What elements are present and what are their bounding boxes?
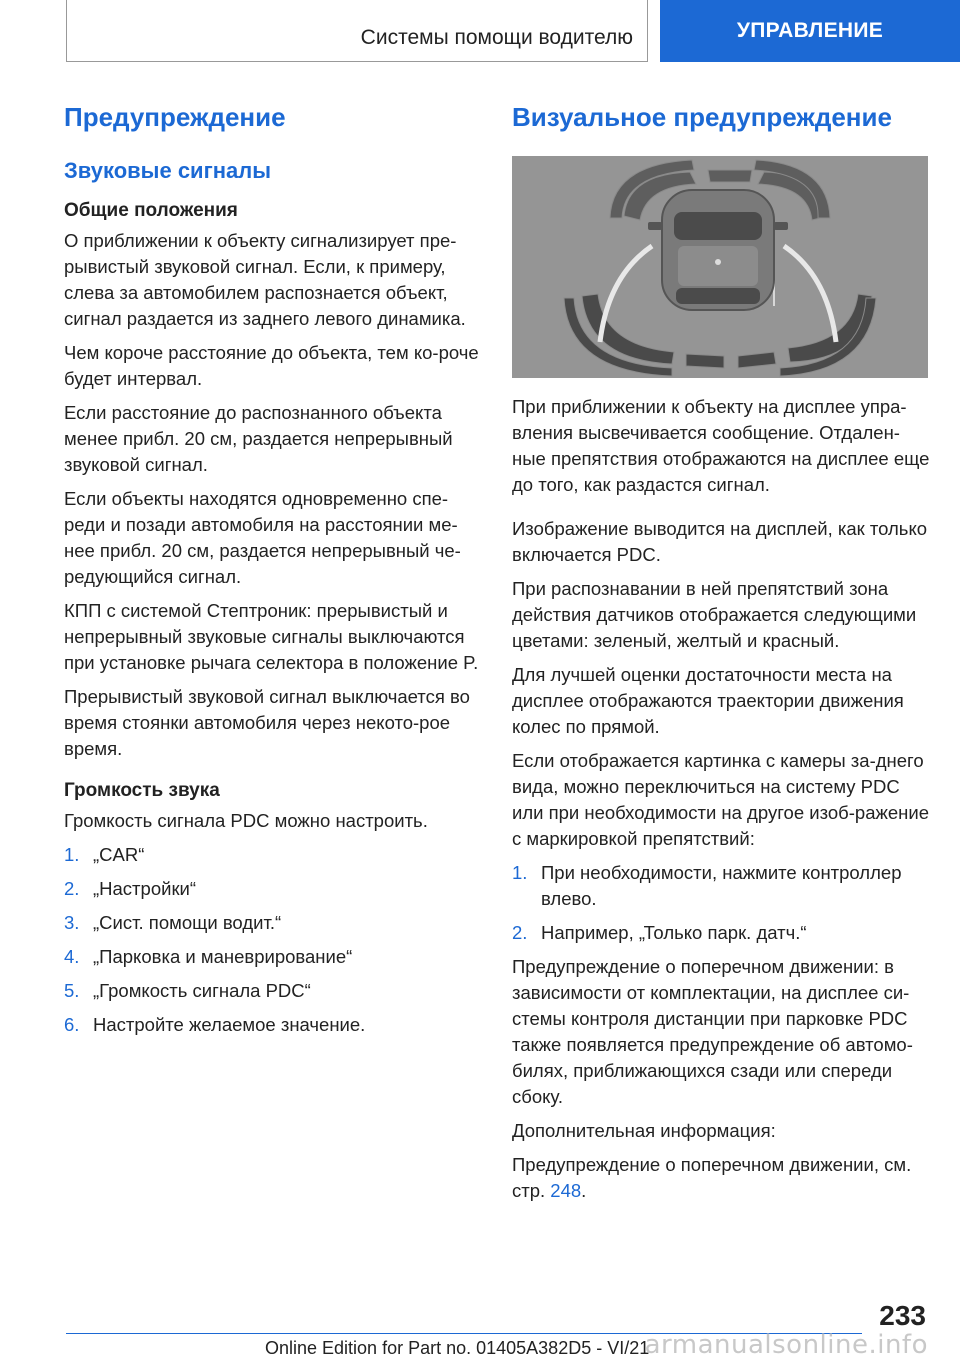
cross-reference-end: . (581, 1180, 587, 1201)
step-number: 1. (512, 862, 528, 883)
section-title-visual: Визуальное предупреждение (512, 102, 892, 132)
step-text: „Парковка и маневрирование“ (93, 946, 353, 967)
list-item (512, 860, 930, 912)
cross-reference-paragraph (512, 1152, 930, 1204)
paragraph: Чем короче расстояние до объекта, тем ко-роче будет интервал. (64, 342, 479, 389)
paragraph: О приближении к объекту сигнализирует пре-рывистый звуковой сигнал. Если, к примеру, слева за автомобилем распознается объект, сигнал раздается из заднего левого динамика. (64, 230, 466, 329)
list-item (64, 876, 482, 902)
paragraph: Для лучшей оценки достаточности места на дисплее отображаются траектории движения колес по прямой. (512, 664, 904, 737)
cross-reference-text: Предупреждение о поперечном движении, см. стр. (512, 1154, 912, 1201)
step-text: Настройте желаемое значение. (93, 1014, 366, 1035)
paragraph: Дополнительная информация: (512, 1120, 776, 1141)
step-text: При необходимости, нажмите контроллер влево. (541, 862, 902, 909)
step-text: „Сист. помощи водит.“ (93, 912, 282, 933)
list-item (64, 842, 482, 868)
step-text: „Настройки“ (93, 878, 197, 899)
paragraph: Громкость сигнала PDC можно настроить. (64, 810, 428, 831)
right-column (512, 100, 930, 1212)
watermark: armanualsonline.info (644, 1330, 928, 1360)
list-item (64, 910, 482, 936)
page-title: Предупреждение (64, 102, 286, 132)
page-number: 233 (879, 1300, 926, 1331)
header-chapter-tab: УПРАВЛЕНИЕ (660, 0, 960, 62)
footer-edition: Online Edition for Part no. 01405A382D5 - VI/21 (265, 1338, 650, 1358)
paragraph: При приближении к объекту на дисплее упра-вления высвечивается сообщение. Отдален-ные препятствия отображаются на дисплее еще до того, как раздастся сигнал. (512, 396, 930, 495)
paragraph: При распознавании в ней препятствий зона действия датчиков отображается следующими цветами: зеленый, желтый и красный. (512, 578, 917, 651)
paragraph: Если расстояние до распознанного объекта менее прибл. 20 см, раздается непрерывный звуковой сигнал. (64, 402, 453, 475)
list-item (512, 920, 930, 946)
step-number: 3. (64, 912, 80, 933)
step-number: 4. (64, 946, 80, 967)
step-text: „Громкость сигнала PDC“ (93, 980, 311, 1001)
paragraph: Если отображается картинка с камеры за-днего вида, можно переключиться на систему PDC или при необходимости на другое изоб-ражение с маркировкой препятствий: (512, 750, 929, 849)
header-frame (66, 0, 648, 62)
volume-steps-list (64, 842, 482, 1038)
step-number: 2. (512, 922, 528, 943)
list-item (64, 978, 482, 1004)
pdc-display-illustration (512, 156, 928, 378)
paragraph: КПП с системой Стептроник: прерывистый и непрерывный звуковые сигналы выключаются при установке рычага селектора в положение P. (64, 600, 479, 673)
switch-steps-list (512, 860, 930, 946)
paragraph: Прерывистый звуковой сигнал выключается во время стоянки автомобиля через некото-рое время. (64, 686, 470, 759)
list-item (64, 1012, 482, 1038)
step-number: 6. (64, 1014, 80, 1035)
step-text: „CAR“ (93, 844, 145, 865)
step-text: Например, „Только парк. датч.“ (541, 922, 807, 943)
paragraph: Изображение выводится на дисплей, как только включается PDC. (512, 518, 928, 565)
step-number: 1. (64, 844, 80, 865)
list-item (64, 944, 482, 970)
paragraph: Если объекты находятся одновременно спе-реди и позади автомобиля на расстоянии ме-нее прибл. 20 см, раздается непрерывный че-редующийся сигнал. (64, 488, 461, 587)
subheading-general: Общие положения (64, 200, 238, 221)
paragraph: Предупреждение о поперечном движении: в зависимости от комплектации, на дисплее си-стемы контроля дистанции при парковке PDC также появляется предупреждение об автомо-билях, приближающихся сзади или спереди сбоку. (512, 956, 913, 1107)
header-section-title: Системы помощи водителю (360, 26, 633, 49)
step-number: 5. (64, 980, 80, 1001)
step-number: 2. (64, 878, 80, 899)
page-link-248[interactable]: 248 (550, 1180, 582, 1201)
section-title-sound: Звуковые сигналы (64, 158, 272, 183)
subheading-volume: Громкость звука (64, 780, 220, 801)
left-column (64, 100, 482, 1046)
